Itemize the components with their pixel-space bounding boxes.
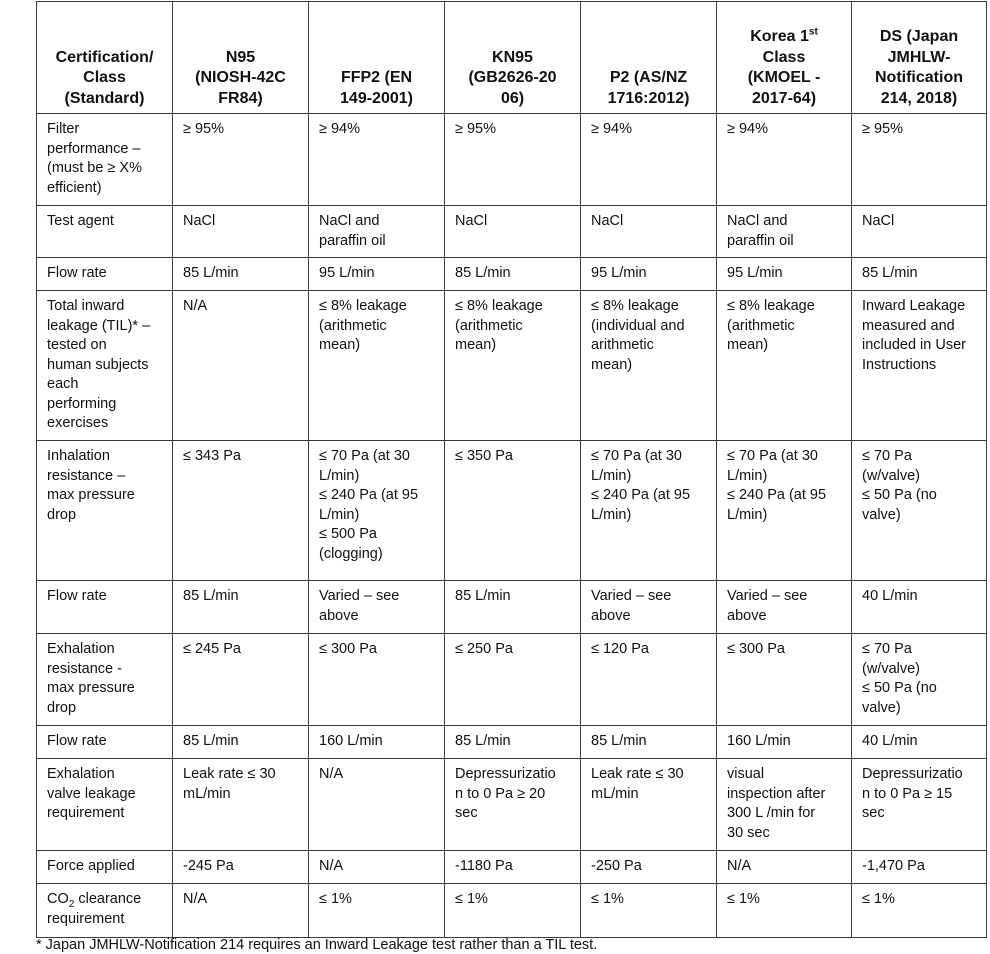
header-n95: N95 (NIOSH-42C FR84) <box>173 2 309 114</box>
table-cell: ≤ 250 Pa <box>445 634 581 726</box>
table-cell: Depressurizatio n to 0 Pa ≥ 20 sec <box>445 759 581 851</box>
header-row <box>37 2 987 114</box>
header-certification-class: Certification/ Class (Standard) <box>37 2 173 114</box>
header-p2: P2 (AS/NZ 1716:2012) <box>581 2 717 114</box>
table-cell: Depressurizatio n to 0 Pa ≥ 15 sec <box>852 759 987 851</box>
row-label: Flow rate <box>37 581 173 634</box>
table-row <box>37 206 987 258</box>
table-cell: ≤ 8% leakage (arithmetic mean) <box>717 291 852 441</box>
table-cell: ≤ 8% leakage (arithmetic mean) <box>309 291 445 441</box>
table-row <box>37 851 987 884</box>
table-cell: 95 L/min <box>717 258 852 291</box>
table-cell: ≥ 95% <box>852 114 987 206</box>
header-ds-japan: DS (Japan JMHLW- Notification 214, 2018) <box>852 2 987 114</box>
table-cell: -245 Pa <box>173 851 309 884</box>
table-cell: ≥ 94% <box>717 114 852 206</box>
table-cell: 95 L/min <box>581 258 717 291</box>
respirator-standards-table <box>36 1 987 938</box>
row-label: Filter performance – (must be ≥ X% efficient) <box>37 114 173 206</box>
table-cell: 85 L/min <box>852 258 987 291</box>
table-cell: 85 L/min <box>173 258 309 291</box>
table-cell: Varied – see above <box>581 581 717 634</box>
table-cell: ≤ 350 Pa <box>445 441 581 581</box>
header-kn95: KN95 (GB2626-20 06) <box>445 2 581 114</box>
row-label: Inhalation resistance – max pressure drop <box>37 441 173 581</box>
table-cell: ≤ 1% <box>717 884 852 938</box>
row-label: Flow rate <box>37 258 173 291</box>
header-korea-1st-class: Korea 1st Class (KMOEL - 2017-64) <box>717 2 852 114</box>
table-cell: N/A <box>309 759 445 851</box>
row-label-co2-clearance: $CO_2$ clearance requirement <box>37 884 173 938</box>
table-cell: ≤ 70 Pa (at 30 L/min) ≤ 240 Pa (at 95 L/min) ≤ 500 Pa (clogging) <box>309 441 445 581</box>
table-cell: 40 L/min <box>852 726 987 759</box>
table-cell: NaCl and paraffin oil <box>717 206 852 258</box>
table-cell: NaCl <box>445 206 581 258</box>
table-row <box>37 291 987 441</box>
table-row-co2-clearance <box>37 884 987 938</box>
table-cell: 85 L/min <box>445 258 581 291</box>
table-cell: Inward Leakage measured and included in User Instructions <box>852 291 987 441</box>
table-cell: -1180 Pa <box>445 851 581 884</box>
table-cell: NaCl and paraffin oil <box>309 206 445 258</box>
table-cell: Leak rate ≤ 30 mL/min <box>581 759 717 851</box>
table-row <box>37 581 987 634</box>
header-ffp2: FFP2 (EN 149-2001) <box>309 2 445 114</box>
row-label: Force applied <box>37 851 173 884</box>
table-cell: ≤ 8% leakage (individual and arithmetic mean) <box>581 291 717 441</box>
table-cell: N/A <box>173 884 309 938</box>
table-cell: ≤ 70 Pa (w/valve) ≤ 50 Pa (no valve) <box>852 441 987 581</box>
table-cell: ≥ 94% <box>581 114 717 206</box>
table-row <box>37 726 987 759</box>
table-cell: NaCl <box>173 206 309 258</box>
table-cell: -1,470 Pa <box>852 851 987 884</box>
row-label: Total inward leakage (TIL)* – tested on human subjects each performing exercises <box>37 291 173 441</box>
table-row <box>37 759 987 851</box>
row-label: Exhalation valve leakage requirement <box>37 759 173 851</box>
table-cell: 85 L/min <box>581 726 717 759</box>
table-cell: ≤ 8% leakage (arithmetic mean) <box>445 291 581 441</box>
row-label: Exhalation resistance - max pressure drop <box>37 634 173 726</box>
table-cell: ≤ 1% <box>309 884 445 938</box>
table-row <box>37 634 987 726</box>
table-cell: 95 L/min <box>309 258 445 291</box>
row-label: Flow rate <box>37 726 173 759</box>
table-cell: visual inspection after 300 L /min for 30 sec <box>717 759 852 851</box>
table-cell: 160 L/min <box>309 726 445 759</box>
table-cell: ≤ 70 Pa (at 30 L/min) ≤ 240 Pa (at 95 L/min) <box>717 441 852 581</box>
table-cell: N/A <box>173 291 309 441</box>
table-row <box>37 114 987 206</box>
table-cell: N/A <box>309 851 445 884</box>
table-cell: ≥ 95% <box>445 114 581 206</box>
table-cell: N/A <box>717 851 852 884</box>
table-cell: ≤ 343 Pa <box>173 441 309 581</box>
table-cell: 85 L/min <box>173 581 309 634</box>
table-cell: ≤ 300 Pa <box>717 634 852 726</box>
footnote: * Japan JMHLW-Notification 214 requires an Inward Leakage test rather than a TIL test. <box>36 937 598 953</box>
table-row <box>37 441 987 581</box>
table-cell: Varied – see above <box>309 581 445 634</box>
table-cell: Leak rate ≤ 30 mL/min <box>173 759 309 851</box>
table-cell: ≤ 120 Pa <box>581 634 717 726</box>
table-row <box>37 258 987 291</box>
table-cell: ≤ 1% <box>581 884 717 938</box>
table-cell: ≤ 70 Pa (w/valve) ≤ 50 Pa (no valve) <box>852 634 987 726</box>
table-cell: 40 L/min <box>852 581 987 634</box>
table-cell: ≤ 245 Pa <box>173 634 309 726</box>
table-cell: ≤ 70 Pa (at 30 L/min) ≤ 240 Pa (at 95 L/min) <box>581 441 717 581</box>
table-cell: NaCl <box>581 206 717 258</box>
table-cell: ≥ 95% <box>173 114 309 206</box>
table-cell: ≤ 1% <box>445 884 581 938</box>
table-cell: 85 L/min <box>445 726 581 759</box>
row-label: Test agent <box>37 206 173 258</box>
table-cell: ≤ 1% <box>852 884 987 938</box>
table-cell: ≤ 300 Pa <box>309 634 445 726</box>
table-cell: Varied – see above <box>717 581 852 634</box>
table-cell: -250 Pa <box>581 851 717 884</box>
table-cell: 85 L/min <box>173 726 309 759</box>
table-cell: 85 L/min <box>445 581 581 634</box>
table-cell: ≥ 94% <box>309 114 445 206</box>
table-cell: 160 L/min <box>717 726 852 759</box>
table-cell: NaCl <box>852 206 987 258</box>
